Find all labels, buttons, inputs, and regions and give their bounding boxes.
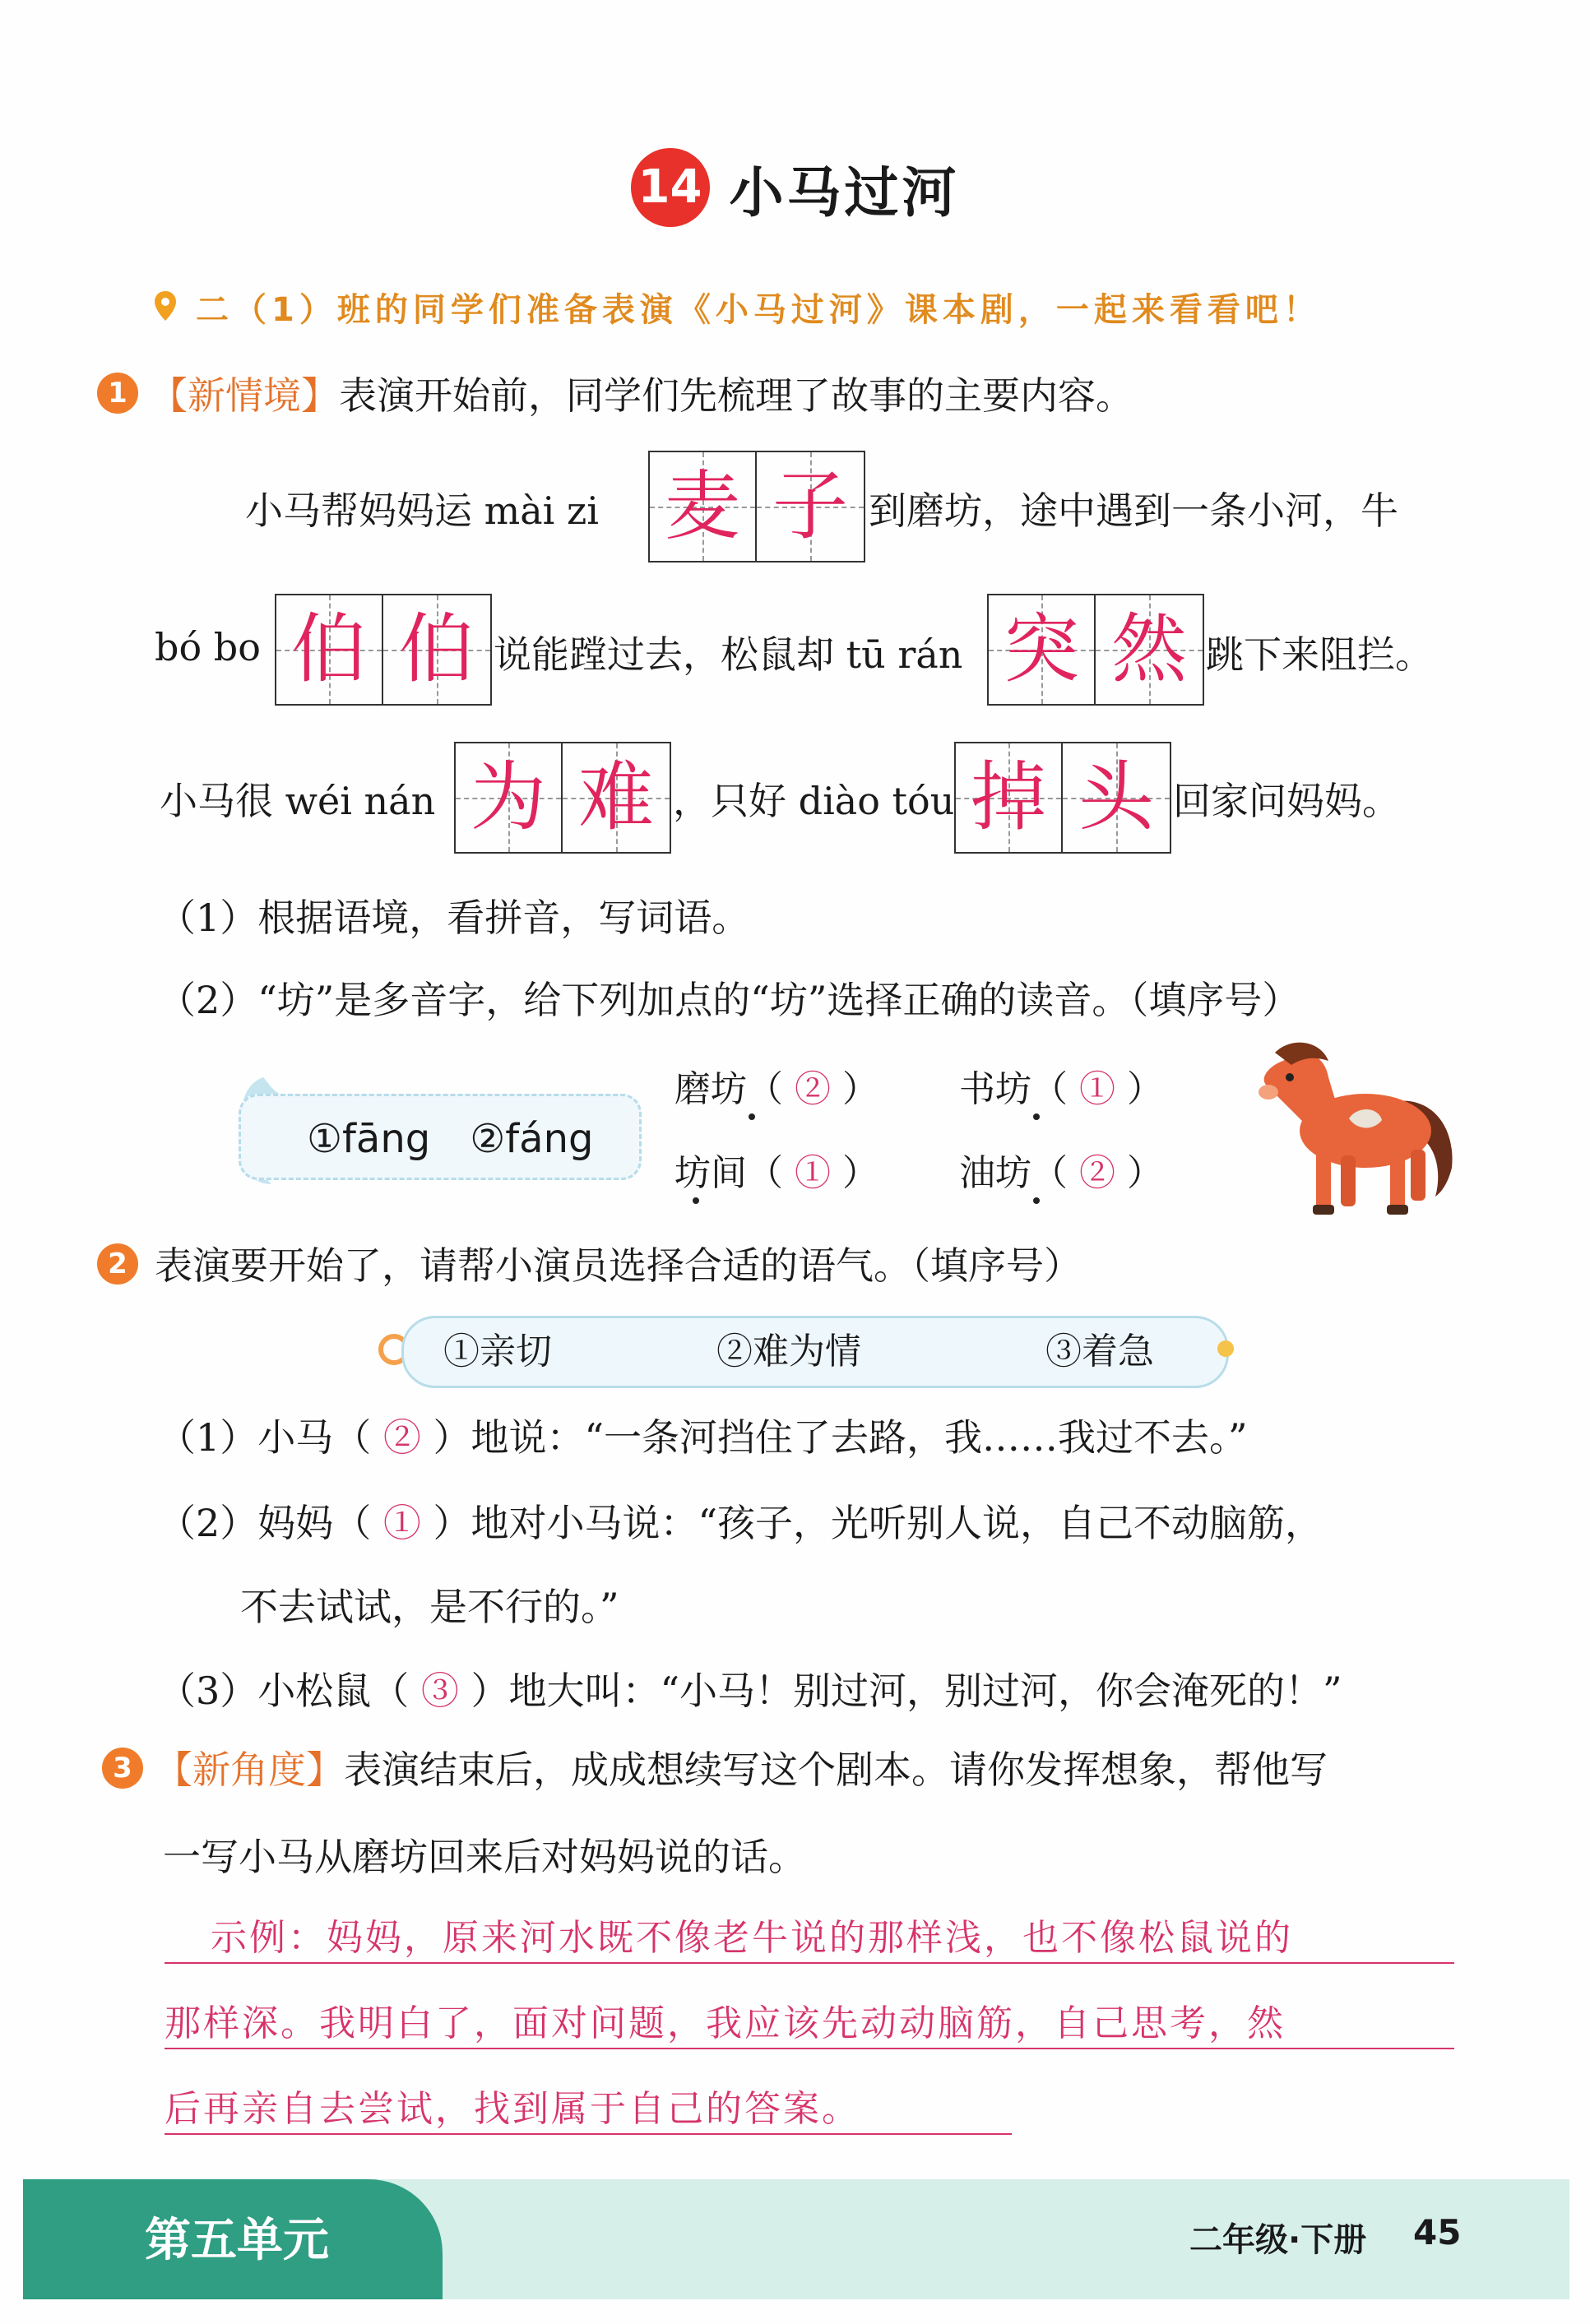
tone-option: ③着急 — [1045, 1331, 1154, 1373]
answer-char: 子 — [772, 462, 848, 550]
question-3-badge: 3 — [102, 1748, 143, 1789]
reading-item-mofang: 磨坊（ ② ） — [674, 1068, 878, 1110]
unit-label: 第五单元 — [145, 2214, 329, 2267]
reading-item-shufang: 书坊（ ① ） — [959, 1068, 1163, 1110]
answer-char: 掉 — [970, 753, 1046, 841]
answer-box-turan — [987, 594, 1204, 706]
answer-char: 伯 — [398, 605, 475, 693]
grade-label: 二年级·下册 — [1189, 2221, 1367, 2259]
emphasis-dot — [1033, 1197, 1040, 1204]
lesson-number-badge: 14 — [631, 148, 710, 227]
q1-segment-6: 小马很 wéi nán — [160, 779, 436, 823]
q2-line-2: （2）妈妈（ ① ）地对小马说：“孩子，光听别人说，自己不动脑筋， — [158, 1501, 1323, 1545]
q1-segment-1: 小马帮妈妈运 mài zi — [245, 488, 599, 533]
q3-answer-line-1: 示例：妈妈，原来河水既不像老牛说的那样浅，也不像松鼠说的 — [211, 1917, 1293, 1959]
q2-answer-3: ③ — [420, 1669, 459, 1713]
question-3-text: 表演结束后，成成想续写这个剧本。请你发挥想象，帮他写 — [344, 1748, 1328, 1792]
answer-box-bobo — [275, 594, 492, 706]
reading-answer: ① — [795, 1152, 831, 1194]
intro-text: 二（1）班的同学们准备表演《小马过河》课本剧，一起来看看吧！ — [196, 291, 1321, 329]
q1-segment-4: 说能蹚过去，松鼠却 tū rán — [494, 632, 963, 677]
answer-char: 突 — [1003, 605, 1079, 693]
answer-char: 头 — [1078, 753, 1154, 841]
reading-answer: ② — [1079, 1152, 1115, 1194]
answer-rule — [165, 1962, 1454, 1964]
question-1-tag: 【新情境】 — [150, 373, 339, 418]
q2-answer-1: ② — [382, 1415, 421, 1460]
answer-char: 然 — [1110, 605, 1187, 693]
emphasis-dot — [693, 1197, 699, 1204]
tone-option: ①亲切 — [443, 1331, 552, 1373]
question-3-tag: 【新角度】 — [155, 1748, 344, 1792]
tone-options-box — [401, 1316, 1229, 1388]
reading-answer: ① — [1079, 1068, 1115, 1110]
answer-rule — [165, 2048, 1454, 2049]
lesson-title: 小马过河 — [729, 160, 960, 225]
answer-box-maizi — [648, 451, 865, 562]
lesson-header — [0, 148, 1590, 227]
emphasis-dot — [749, 1113, 755, 1120]
q1-sub-1: （1）根据语境，看拼音，写词语。 — [158, 896, 750, 940]
q2-line-3: （3）小松鼠（ ③ ）地大叫：“小马！别过河，别过河，你会淹死的！” — [158, 1669, 1342, 1713]
q1-segment-5: 跳下来阻拦。 — [1206, 632, 1433, 677]
dot-decoration-icon — [1217, 1340, 1234, 1357]
question-3-prompt-cont: 一写小马从磨坊回来后对妈妈说的话。 — [163, 1835, 806, 1879]
emphasis-dot — [1033, 1113, 1040, 1120]
answer-char: 难 — [577, 753, 654, 841]
answer-char: 为 — [470, 753, 546, 841]
q1-segment-8: 回家问妈妈。 — [1173, 779, 1400, 823]
q3-answer-line-3: 后再亲自去尝试，找到属于自己的答案。 — [165, 2088, 860, 2130]
pronunciation-options: ①fāng ②fáng — [239, 1094, 642, 1180]
answer-box-weinan — [454, 742, 671, 854]
pony-illustration — [1226, 1028, 1464, 1225]
answer-char: 麦 — [664, 462, 740, 550]
answer-box-diaotou — [954, 742, 1171, 854]
question-2-badge: 2 — [97, 1243, 138, 1285]
q1-segment-2: 到磨坊，途中遇到一条小河，牛 — [869, 488, 1398, 533]
answer-char: 伯 — [290, 605, 367, 693]
q3-answer-line-2: 那样深。我明白了，面对问题，我应该先动动脑筋，自己思考，然 — [165, 2002, 1286, 2044]
q2-line-1: （1）小马（ ② ）地说：“一条河挡住了去路，我……我过不去。” — [158, 1415, 1248, 1460]
question-3-prompt — [155, 1740, 1328, 1794]
q2-line-2-cont: 不去试试，是不行的。” — [240, 1585, 619, 1629]
q1-segment-3: bó bo — [155, 625, 261, 669]
q1-segment-7: ，只好 diào tóu — [673, 779, 955, 823]
location-pin-icon — [153, 289, 178, 322]
reading-item-fangjian: 坊间（ ① ） — [674, 1152, 878, 1194]
question-1-prompt — [150, 366, 1133, 420]
question-1-badge: 1 — [97, 373, 138, 414]
reading-answer: ② — [795, 1068, 831, 1110]
question-1-text: 表演开始前，同学们先梳理了故事的主要内容。 — [339, 373, 1133, 418]
tone-option: ②难为情 — [716, 1331, 861, 1373]
reading-item-youfang: 油坊（ ② ） — [959, 1152, 1163, 1194]
q2-answer-2: ① — [382, 1501, 421, 1545]
question-2-prompt: 表演要开始了，请帮小演员选择合适的语气。（填序号） — [155, 1243, 1082, 1288]
q1-sub-2: （2）“坊”是多音字，给下列加点的“坊”选择正确的读音。（填序号） — [158, 978, 1300, 1022]
page-number: 45 — [1413, 2212, 1462, 2252]
answer-rule — [165, 2133, 1012, 2135]
